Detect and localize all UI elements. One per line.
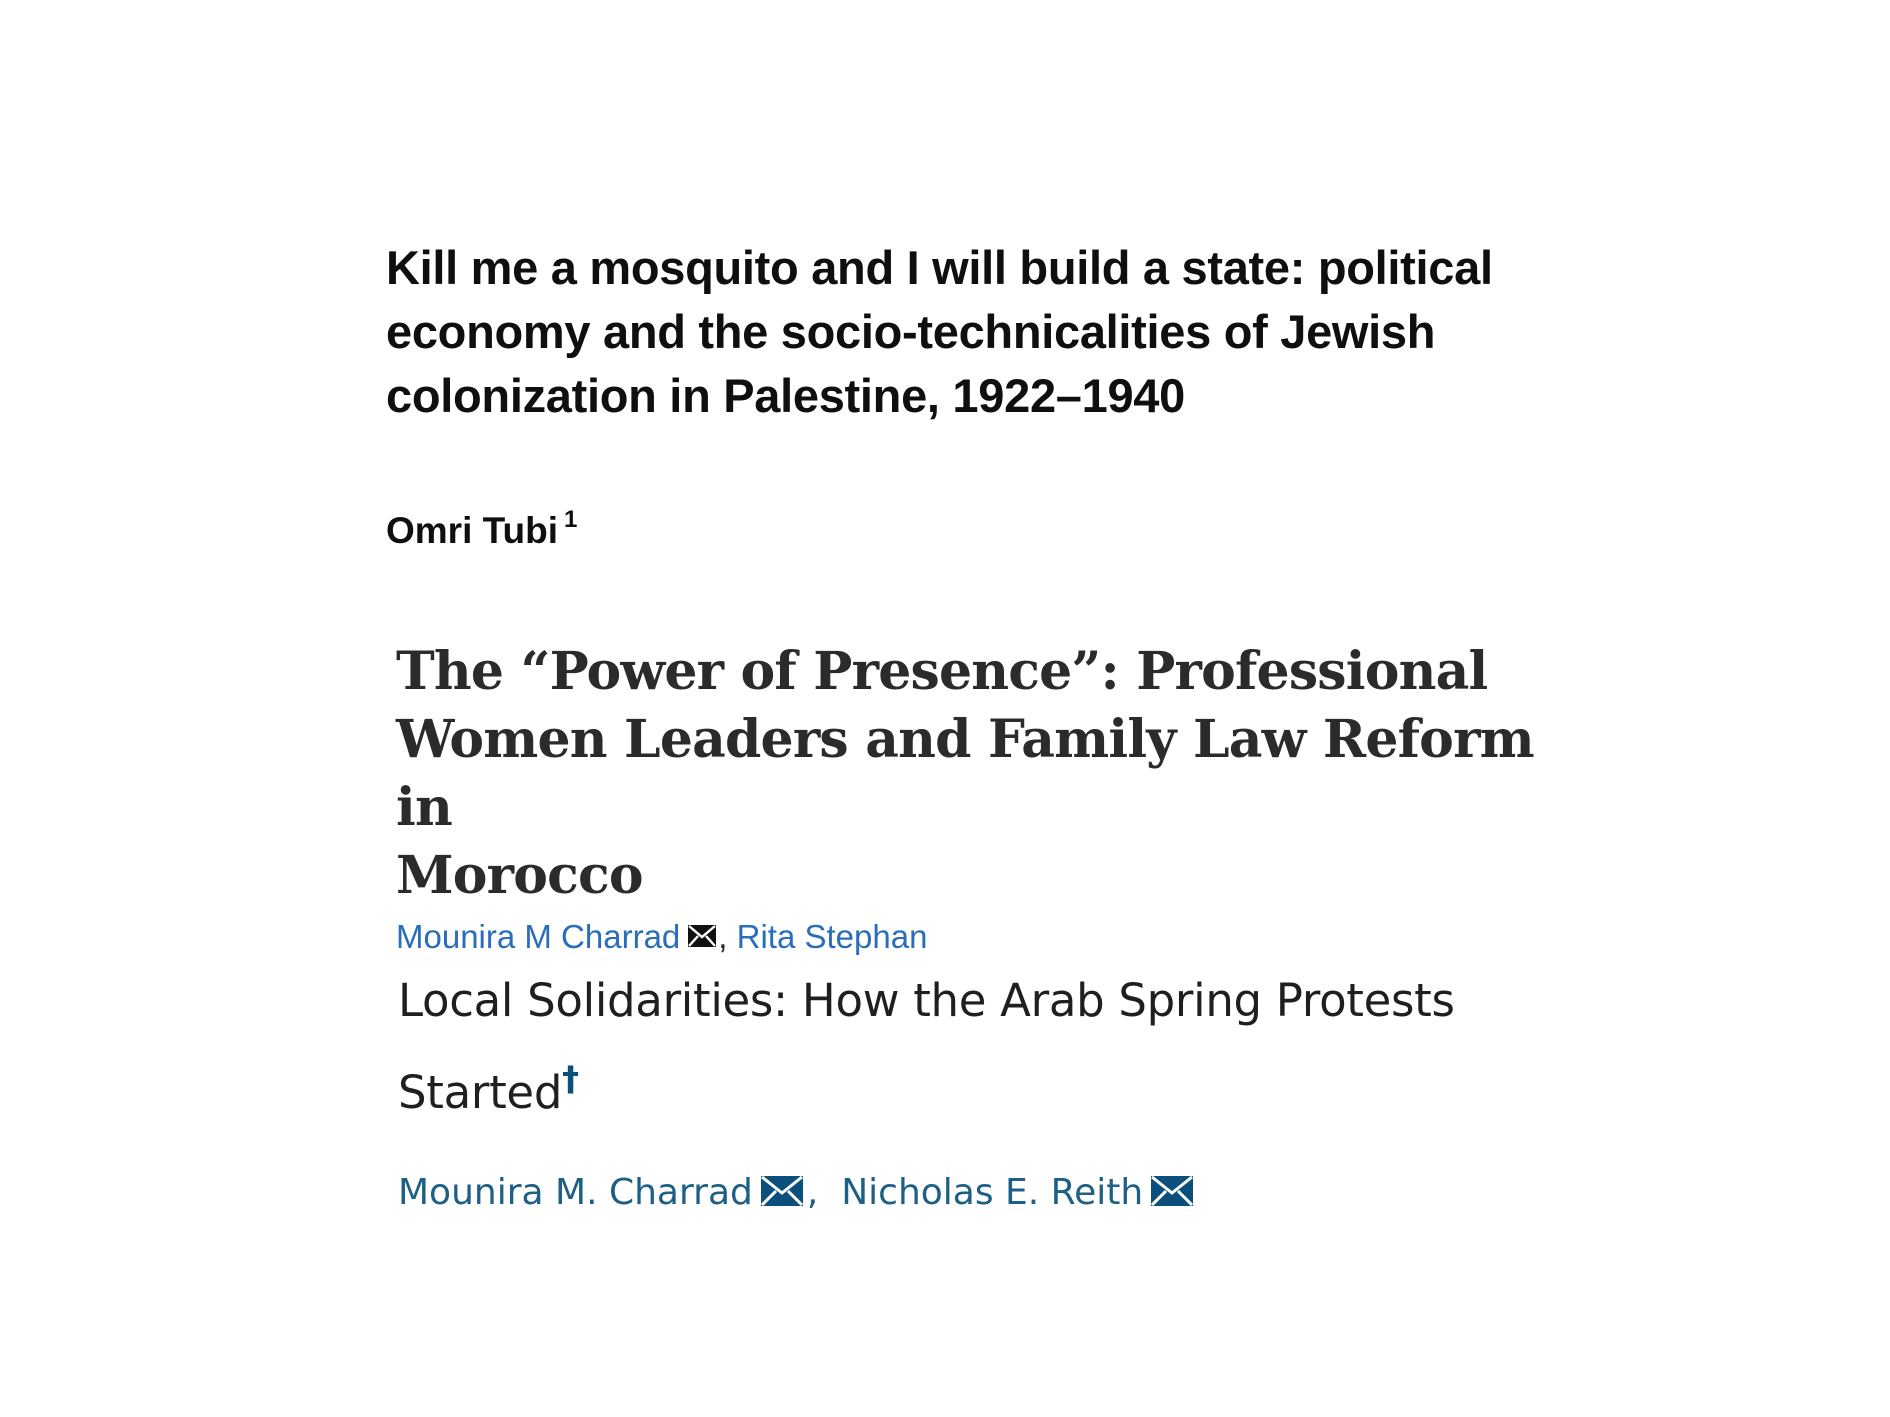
envelope-icon[interactable] bbox=[1151, 1176, 1193, 1206]
article-3-authors bbox=[398, 1172, 1548, 1213]
article-3-title-footnote-mark[interactable]: † bbox=[562, 1059, 579, 1099]
article-3-author-link-2[interactable]: Nicholas E. Reith bbox=[841, 1172, 1144, 1213]
article-2-title bbox=[396, 638, 1546, 910]
author-separator: , bbox=[806, 1172, 819, 1213]
article-2-title-line-3: Morocco bbox=[396, 845, 643, 906]
article-3-title bbox=[398, 962, 1548, 1132]
article-2-authors bbox=[396, 918, 1546, 956]
article-1-title-line-1: Kill me a mosquito and I will build a state: political bbox=[386, 241, 1493, 294]
article-1-author-name: Omri Tubi bbox=[386, 510, 558, 551]
article-1-author-affiliation-mark[interactable]: 1 bbox=[563, 506, 578, 533]
article-3 bbox=[398, 962, 1548, 1213]
article-1 bbox=[386, 236, 1586, 552]
article-2-author-link-1[interactable]: Mounira M Charrad bbox=[396, 918, 681, 955]
article-2-title-line-2: Women Leaders and Family Law Reform in bbox=[396, 709, 1534, 838]
envelope-icon[interactable] bbox=[688, 925, 716, 947]
article-2-author-link-2[interactable]: Rita Stephan bbox=[736, 918, 928, 955]
article-1-title bbox=[386, 236, 1586, 428]
article-3-title-line-2: Started bbox=[398, 1066, 563, 1119]
article-1-title-line-3: colonization in Palestine, 1922–1940 bbox=[386, 369, 1185, 422]
article-1-title-line-2: economy and the socio-technicalities of Jewish bbox=[386, 305, 1436, 358]
article-3-title-line-1: Local Solidarities: How the Arab Spring Protests bbox=[398, 974, 1455, 1027]
envelope-icon[interactable] bbox=[761, 1176, 803, 1206]
author-separator: , bbox=[718, 918, 728, 955]
article-3-author-link-1[interactable]: Mounira M. Charrad bbox=[398, 1172, 753, 1213]
article-1-author bbox=[386, 506, 1586, 552]
article-2-title-line-1: The “Power of Presence”: Professional bbox=[396, 641, 1488, 702]
article-2 bbox=[396, 638, 1546, 956]
